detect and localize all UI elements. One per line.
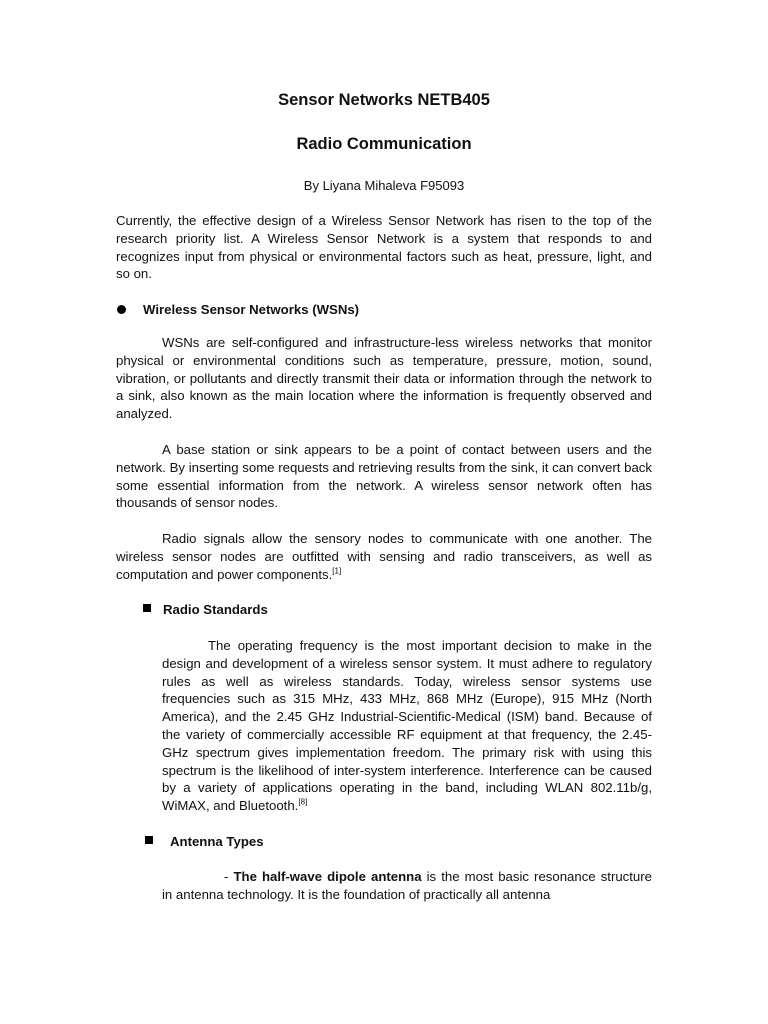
intro-paragraph: Currently, the effective design of a Wireless Sensor Network has risen to the top of the research priority list. A Wireless Sensor Network is a system that responds to and recognizes input from physical or environmental factors such as heat, pressure, light, and so on.: [116, 213, 652, 282]
wsn-paragraph-3: [116, 530, 652, 583]
wsn-paragraph-1: WSNs are self-configured and infrastructure-less wireless networks that monitor physical or environmental conditions such as temperature, pressure, motion, sound, vibration, or pollutants and directly transmit their data or information through the network to a sink, also known as the main location where the information is frequently observed and analyzed.: [116, 335, 652, 422]
bullet-circle-icon: [117, 305, 126, 314]
bullet-square-icon: [143, 604, 151, 612]
antenna-text: is the most basic resonance structure in antenna technology. It is the foundation of practically all antenna: [162, 869, 652, 902]
section-heading-antenna-types: Antenna Types: [170, 834, 264, 849]
antenna-paragraph: [162, 868, 652, 904]
antenna-lead-bold: The half-wave dipole antenna: [233, 869, 422, 884]
wsn-paragraph-3-text: Radio signals allow the sensory nodes to communicate with one another. The wireless sensor nodes are outfitted with sensing and radio transceivers, as well as computation and power components.: [116, 531, 652, 582]
radio-standards-text: The operating frequency is the most important decision to make in the design and development of a wireless sensor system. It must adhere to regulatory rules as well as wireless standards. Today, wireless sensor systems use frequencies such as 315 MHz, 433 MHz, 868 MHz (Europe), 915 MHz (North America), and the 2.45 GHz Industrial-Scientific-Medical (ISM) band. Because of the variety of commercially accessible RF equipment at that frequency, the 2.45-GHz spectrum gives implementation freedom. The primary risk with using this spectrum is the likelihood of inter-system interference. Interference can be caused by a variety of applications operating in the band, including WLAN 802.11b/g, WiMAX, and Bluetooth.: [162, 638, 652, 814]
section-heading-wsn: Wireless Sensor Networks (WSNs): [143, 302, 360, 317]
radio-standards-paragraph: [162, 637, 652, 815]
antenna-dash: -: [224, 869, 234, 884]
document-title: Sensor Networks NETB405: [278, 91, 490, 109]
author-byline: By Liyana Mihaleva F95093: [303, 178, 465, 193]
section-heading-radio-standards: Radio Standards: [163, 602, 268, 617]
bullet-square-icon: [145, 836, 153, 844]
citation-ref-1: [1]: [332, 566, 342, 576]
document-subtitle: Radio Communication: [296, 135, 472, 153]
citation-ref-8: [8]: [298, 797, 308, 807]
wsn-paragraph-2: A base station or sink appears to be a point of contact between users and the network. By inserting some requests and retrieving results from the sink, it can convert back some essential information from the network. A wireless sensor network often has thousands of sensor nodes.: [116, 442, 652, 511]
